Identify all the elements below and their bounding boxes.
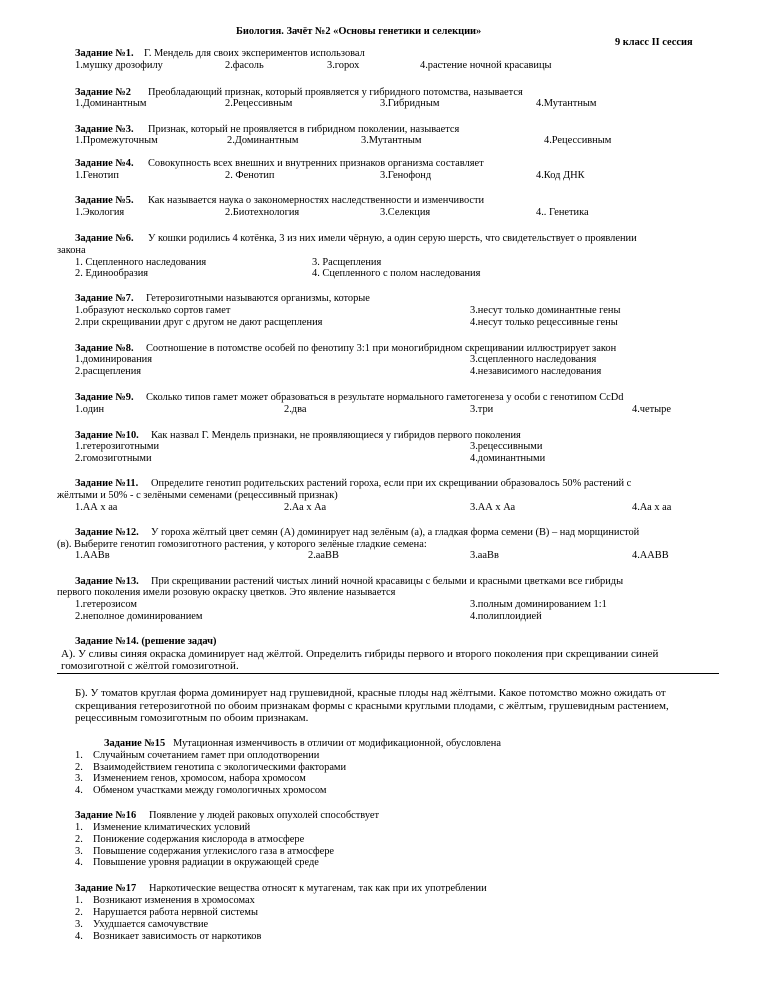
- task-12-label: Задание №12.: [75, 527, 139, 538]
- task-11-question: [0, 478, 768, 490]
- task-3-label: Задание №3.: [75, 124, 134, 135]
- task-15-label: Задание №15: [104, 738, 166, 749]
- task-11-text-cont: жёлтыми и 50% - с зелёными семенами (рецессивный признак): [57, 490, 338, 501]
- task-16-item-3-num: 3.: [75, 846, 83, 857]
- task-17-question: [0, 883, 768, 895]
- task-14-divider: [57, 673, 719, 674]
- task-7-question: [0, 293, 768, 305]
- task-6-label: Задание №6.: [75, 233, 134, 244]
- task-8-options-b: [0, 366, 768, 378]
- task-6-option-1: 1. Сцепленного наследования: [75, 257, 207, 268]
- task-6-option-2: 2. Единообразия: [75, 268, 149, 279]
- task-14-b-line-1: Б). У томатов круглая форма доминирует над грушевидной, красные плоды над жёлтыми. Какое потомство можно ожидать от: [75, 687, 666, 699]
- task-13-text: При скрещивании растений чистых линий ночной красавицы с белыми и красными цветками все гибриды: [151, 576, 624, 587]
- list-item: [0, 857, 768, 869]
- task-17-text: Наркотические вещества относят к мутагенам, так как при их употреблении: [149, 883, 487, 894]
- task-10-option-4: 4.доминантными: [470, 453, 546, 464]
- task-16-item-3-text: Повышение содержания углекислого газа в атмосфере: [93, 846, 335, 857]
- task-14-label: Задание №14. (решение задач): [75, 636, 217, 647]
- task-12-option-4: 4.ААВВ: [632, 550, 669, 561]
- task-4-question: [0, 158, 768, 170]
- task-17-item-4-num: 4.: [75, 931, 83, 942]
- task-16-label: Задание №16: [75, 810, 137, 821]
- list-item: [0, 773, 768, 785]
- task-13-label: Задание №13.: [75, 576, 139, 587]
- task-2-option-4: 4.Мутантным: [536, 98, 597, 109]
- task-6-question: [0, 233, 768, 245]
- task-4-option-4: 4.Код ДНК: [536, 170, 585, 181]
- task-2-label: Задание №2: [75, 87, 131, 98]
- task-1-question: [0, 48, 768, 60]
- task-6-options-b: [0, 268, 768, 280]
- task-13-options-a: [0, 599, 768, 611]
- task-9-option-2: 2.два: [284, 404, 307, 415]
- task-1-options: [0, 60, 768, 72]
- task-15-item-1-num: 1.: [75, 750, 83, 761]
- task-15-item-1-text: Случайным сочетанием гамет при оплодотворении: [93, 750, 320, 761]
- task-4-option-1: 1.Генотип: [75, 170, 119, 181]
- task-1-option-4: 4.растение ночной красавицы: [420, 60, 552, 71]
- task-7-option-1: 1.образуют несколько сортов гамет: [75, 305, 231, 316]
- task-2-options: [0, 98, 768, 110]
- task-12-text-cont: (в). Выберите генотип гомозиготного растения, у которого зелёные гладкие семена:: [57, 539, 427, 550]
- task-8-option-2: 2.расщепления: [75, 366, 142, 377]
- task-3-option-2: 2.Доминантным: [227, 135, 299, 146]
- grade-label: 9 класс II сессия: [615, 37, 693, 48]
- task-15-item-3-num: 3.: [75, 773, 83, 784]
- list-item: [0, 931, 768, 943]
- task-17-item-3-num: 3.: [75, 919, 83, 930]
- task-7-options-b: [0, 317, 768, 329]
- task-8-option-4: 4.независимого наследования: [470, 366, 602, 377]
- task-12-question: [0, 527, 768, 539]
- task-15-item-4-num: 4.: [75, 785, 83, 796]
- task-3-option-4: 4.Рецессивным: [544, 135, 612, 146]
- task-4-option-3: 3.Генофонд: [380, 170, 432, 181]
- task-10-text: Как назвал Г. Мендель признаки, не проявляющиеся у гибридов первого поколения: [151, 430, 521, 441]
- task-15-item-2-text: Взаимодействием генотипа с экологическими факторами: [93, 762, 347, 773]
- task-14-title: [0, 636, 768, 648]
- task-5-text: Как называется наука о закономерностях наследственности и изменчивости: [148, 195, 485, 206]
- task-11-question-cont: [0, 490, 768, 502]
- task-9-option-3: 3.три: [470, 404, 494, 415]
- task-17-item-1-text: Возникают изменения в хромосомах: [93, 895, 255, 906]
- task-16-text: Появление у людей раковых опухолей способствует: [149, 810, 380, 821]
- task-13-text-cont: первого поколения имели розовую окраску цветков. Это явление называется: [57, 587, 396, 598]
- task-10-option-1: 1.гетерозиготными: [75, 441, 160, 452]
- task-4-options: [0, 170, 768, 182]
- task-12-option-3: 3.ааВв: [470, 550, 499, 561]
- list-item: [0, 895, 768, 907]
- task-17-item-4-text: Возникает зависимость от наркотиков: [93, 931, 262, 942]
- task-15-item-4-text: Обменом участками между гомологичных хромосом: [93, 785, 327, 796]
- task-2-option-3: 3.Гибридным: [380, 98, 440, 109]
- task-7-label: Задание №7.: [75, 293, 134, 304]
- task-13-option-2: 2.неполное доминированием: [75, 611, 203, 622]
- list-item: [0, 822, 768, 834]
- task-5-option-3: 3.Селекция: [380, 207, 431, 218]
- task-7-options-a: [0, 305, 768, 317]
- task-11-text: Определите генотип родительских растений гороха, если при их скрещивании образовалось 50% растений с: [151, 478, 632, 489]
- task-6-question-cont: [0, 245, 768, 257]
- task-11-option-2: 2.Аа х Аа: [284, 502, 327, 513]
- task-14-b-line-2: скрещивания гетерозиготной по обоим признакам формы с красными круглыми плодами, с жёлтым, грушевидным растением,: [75, 700, 669, 712]
- task-14-part-a-cont: [0, 661, 768, 673]
- task-12-option-2: 2.ааВВ: [308, 550, 339, 561]
- task-1-option-2: 2.фасоль: [225, 60, 264, 71]
- task-15-item-3-text: Изменением генов, хромосом, набора хромосом: [93, 773, 306, 784]
- task-14-part-b-cont-2: [0, 713, 768, 725]
- task-11-option-4: 4.Аа х аа: [632, 502, 672, 513]
- task-11-option-3: 3.АА х Аа: [470, 502, 516, 513]
- task-14-b-line-3: рецессивным гомозиготным по обоим признакам.: [75, 712, 309, 724]
- task-11-option-1: 1.АА х аа: [75, 502, 118, 513]
- task-11-options: [0, 502, 768, 514]
- task-17-item-2-num: 2.: [75, 907, 83, 918]
- list-item: [0, 785, 768, 797]
- task-5-option-1: 1.Экология: [75, 207, 125, 218]
- task-6-option-4: 4. Сцепленного с полом наследования: [312, 268, 481, 279]
- task-14-a-line-2: гомозиготной с жёлтой гомозиготной.: [61, 660, 239, 672]
- list-item: [0, 907, 768, 919]
- task-6-text: У кошки родились 4 котёнка, 3 из них имели чёрную, а один серую шерсть, что свидетельствует о проявлении: [148, 233, 637, 244]
- task-9-label: Задание №9.: [75, 392, 134, 403]
- task-12-options: [0, 550, 768, 562]
- task-16-question: [0, 810, 768, 822]
- task-14-a-line-1: А). У сливы синяя окраска доминирует над жёлтой. Определить гибриды первого и второго поколения при скрещивании синей: [61, 648, 659, 660]
- task-7-text: Гетерозиготными называются организмы, которые: [146, 293, 370, 304]
- task-13-options-b: [0, 611, 768, 623]
- task-17-label: Задание №17: [75, 883, 137, 894]
- task-10-label: Задание №10.: [75, 430, 139, 441]
- task-4-text: Совокупность всех внешних и внутренних признаков организма составляет: [148, 158, 484, 169]
- task-2-option-2: 2.Рецессивным: [225, 98, 293, 109]
- task-2-text: Преобладающий признак, который проявляется у гибридного потомства, называется: [148, 87, 523, 98]
- task-5-options: [0, 207, 768, 219]
- task-1-text: Г. Мендель для своих экспериментов использовал: [144, 48, 365, 59]
- list-item: [0, 919, 768, 931]
- task-1-option-1: 1.мушку дрозофилу: [75, 60, 163, 71]
- task-10-option-2: 2.гомозиготными: [75, 453, 152, 464]
- task-8-text: Соотношение в потомстве особей по фенотипу 3:1 при моногибридном скрещивании иллюстрирует закон: [146, 343, 617, 354]
- task-7-option-3: 3.несут только доминантные гены: [470, 305, 621, 316]
- task-13-option-1: 1.гетерозисом: [75, 599, 137, 610]
- task-3-text: Признак, который не проявляется в гибридном поколении, называется: [148, 124, 460, 135]
- task-8-options-a: [0, 354, 768, 366]
- task-10-options-b: [0, 453, 768, 465]
- task-13-question-cont: [0, 587, 768, 599]
- task-5-option-4: 4.. Генетика: [536, 207, 589, 218]
- task-6-option-3: 3. Расщепления: [312, 257, 382, 268]
- task-16-item-1-num: 1.: [75, 822, 83, 833]
- task-8-option-3: 3.сцепленного наследования: [470, 354, 597, 365]
- task-9-option-1: 1.один: [75, 404, 105, 415]
- task-17-item-1-num: 1.: [75, 895, 83, 906]
- task-9-options: [0, 404, 768, 416]
- list-item: [0, 750, 768, 762]
- task-15-question: [0, 738, 768, 750]
- task-12-text: У гороха жёлтый цвет семян (А) доминирует над зелёным (а), а гладкая форма семени (В) – над морщинистой: [151, 527, 640, 538]
- task-8-label: Задание №8.: [75, 343, 134, 354]
- task-15-text: Мутационная изменчивость в отличии от модификационной, обусловлена: [173, 738, 501, 749]
- task-4-label: Задание №4.: [75, 158, 134, 169]
- task-15-item-2-num: 2.: [75, 762, 83, 773]
- task-13-option-3: 3.полным доминированием 1:1: [470, 599, 607, 610]
- task-1-label: Задание №1.: [75, 48, 134, 59]
- task-10-options-a: [0, 441, 768, 453]
- page-title: Биология. Зачёт №2 «Основы генетики и селекции»: [236, 26, 482, 37]
- task-16-item-4-num: 4.: [75, 857, 83, 868]
- list-item: [0, 834, 768, 846]
- task-8-option-1: 1.доминирования: [75, 354, 153, 365]
- task-2-option-1: 1.Доминантным: [75, 98, 147, 109]
- task-16-item-1-text: Изменение климатических условий: [93, 822, 251, 833]
- task-16-item-2-text: Понижение содержания кислорода в атмосфере: [93, 834, 305, 845]
- task-4-option-2: 2. Фенотип: [225, 170, 275, 181]
- task-7-option-2: 2.при скрещивании друг с другом не дают расщепления: [75, 317, 323, 328]
- task-16-item-2-num: 2.: [75, 834, 83, 845]
- task-3-options: [0, 135, 768, 147]
- task-10-option-3: 3.рецессивными: [470, 441, 543, 452]
- task-17-item-2-text: Нарушается работа нервной системы: [93, 907, 258, 918]
- task-5-question: [0, 195, 768, 207]
- task-17-item-3-text: Ухудшается самочувствие: [93, 919, 209, 930]
- task-3-option-1: 1.Промежуточным: [75, 135, 158, 146]
- task-9-question: [0, 392, 768, 404]
- task-12-option-1: 1.ААВв: [75, 550, 110, 561]
- task-9-text: Сколько типов гамет может образоваться в результате нормального гаметогенеза у особи с генотипом CcDd: [146, 392, 624, 403]
- task-7-option-4: 4.несут только рецессивные гены: [470, 317, 618, 328]
- task-5-label: Задание №5.: [75, 195, 134, 206]
- task-6-text-cont: закона: [57, 245, 86, 256]
- task-16-item-4-text: Повышение уровня радиации в окружающей среде: [93, 857, 319, 868]
- task-14-part-b: [0, 688, 768, 700]
- task-13-option-4: 4.полиплоидией: [470, 611, 542, 622]
- task-5-option-2: 2.Биотехнология: [225, 207, 300, 218]
- task-9-option-4: 4.четыре: [632, 404, 671, 415]
- task-1-option-3: 3.горох: [327, 60, 360, 71]
- task-3-option-3: 3.Мутантным: [361, 135, 422, 146]
- task-11-label: Задание №11.: [75, 478, 139, 489]
